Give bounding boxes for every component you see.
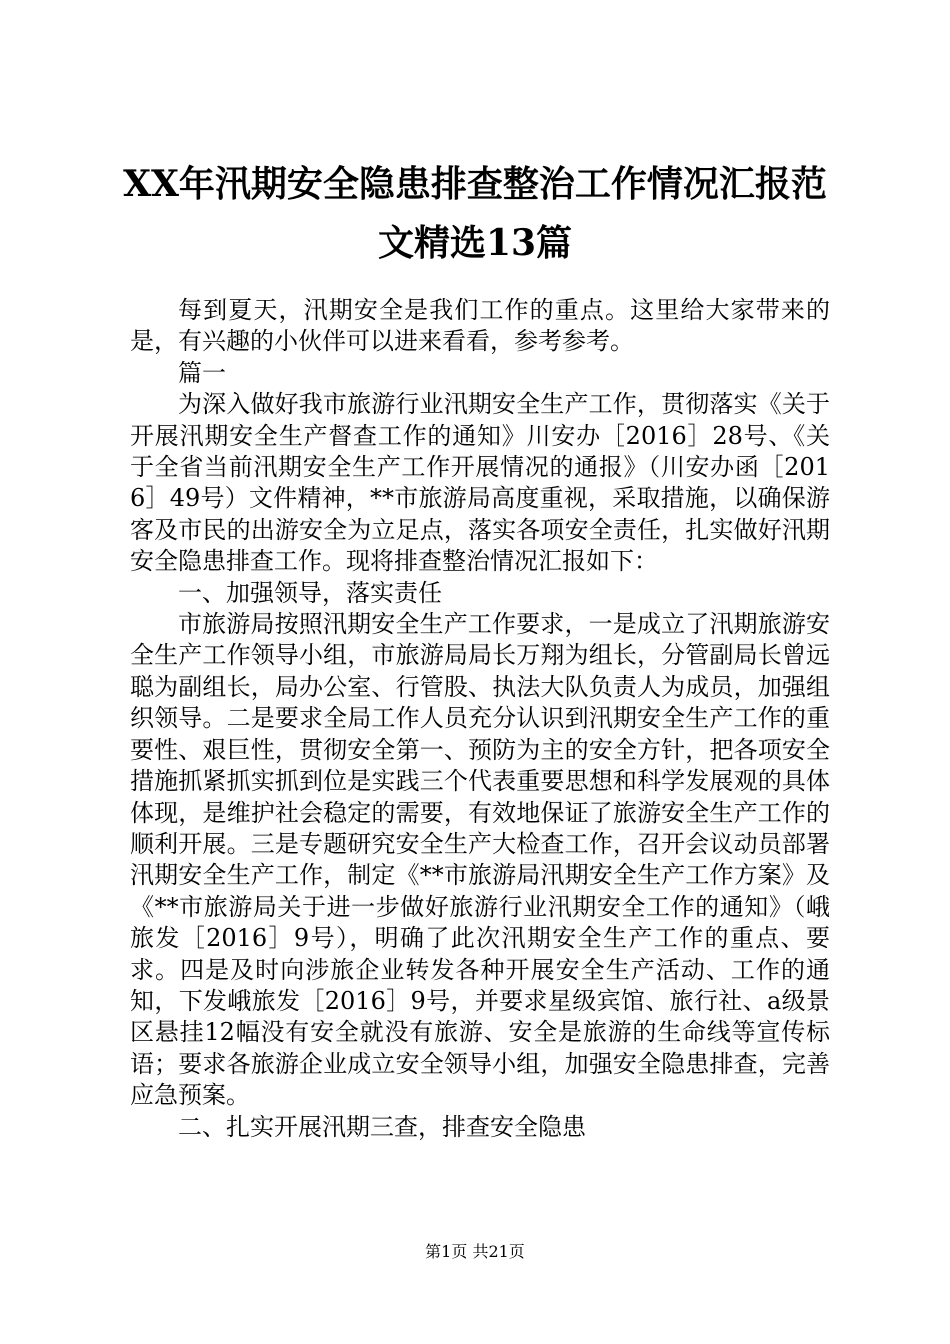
document-title-line-1: XX年汛期安全隐患排查整治工作情况汇报范 (123, 163, 827, 205)
document-body (130, 295, 830, 1143)
page-number-footer: 第1页 共21页 (425, 1242, 525, 1261)
section-heading: 二、扎实开展汛期三查，排查安全隐患 (178, 1112, 586, 1141)
body-paragraph: 为深入做好我市旅游行业汛期安全生产工作，贯彻落实《关于开展汛期安全生产督查工作的通知》川安办［2016］28号、《关于全省当前汛期安全生产工作开展情况的通报》（川安办函［2016］49号）文件精神，**市旅游局高度重视，采取措施，以确保游客及市民的出游安全为立足点，落实各项安全责任，扎实做好汛期安全隐患排查工作。现将排查整治情况汇报如下： (130, 390, 830, 576)
section-label: 篇一 (178, 358, 226, 387)
section-heading: 一、加强领导，落实责任 (178, 578, 442, 607)
document-title-line-2: 文精选13篇 (377, 222, 573, 264)
intro-paragraph: 每到夏天，汛期安全是我们工作的重点。这里给大家带来的是，有兴趣的小伙伴可以进来看看，参考参考。 (130, 296, 830, 356)
body-paragraph: 市旅游局按照汛期安全生产工作要求，一是成立了汛期旅游安全生产工作领导小组，市旅游局局长万翔为组长，分管副局长曾远聪为副组长，局办公室、行管股、执法大队负责人为成员，加强组织领导。二是要求全局工作人员充分认识到汛期安全生产工作的重要性、艰巨性，贯彻安全第一、预防为主的安全方针，把各项安全措施抓紧抓实抓到位是实践三个代表重要思想和科学发展观的具体体现，是维护社会稳定的需要，有效地保证了旅游安全生产工作的顺利开展。三是专题研究安全生产大检查工作，召开会议动员部署汛期安全生产工作，制定《**市旅游局汛期安全生产工作方案》及《**市旅游局关于进一步做好旅游行业汛期安全工作的通知》（峨旅发［2016］9号），明确了此次汛期安全生产工作的重点、要求。四是及时向涉旅企业转发各种开展安全生产活动、工作的通知，下发峨旅发［2016］9号，并要求星级宾馆、旅行社、a级景区悬挂12幅没有安全就没有旅游、安全是旅游的生命线等宣传标语；要求各旅游企业成立安全领导小组，加强安全隐患排查，完善应急预案。 (130, 610, 830, 1110)
